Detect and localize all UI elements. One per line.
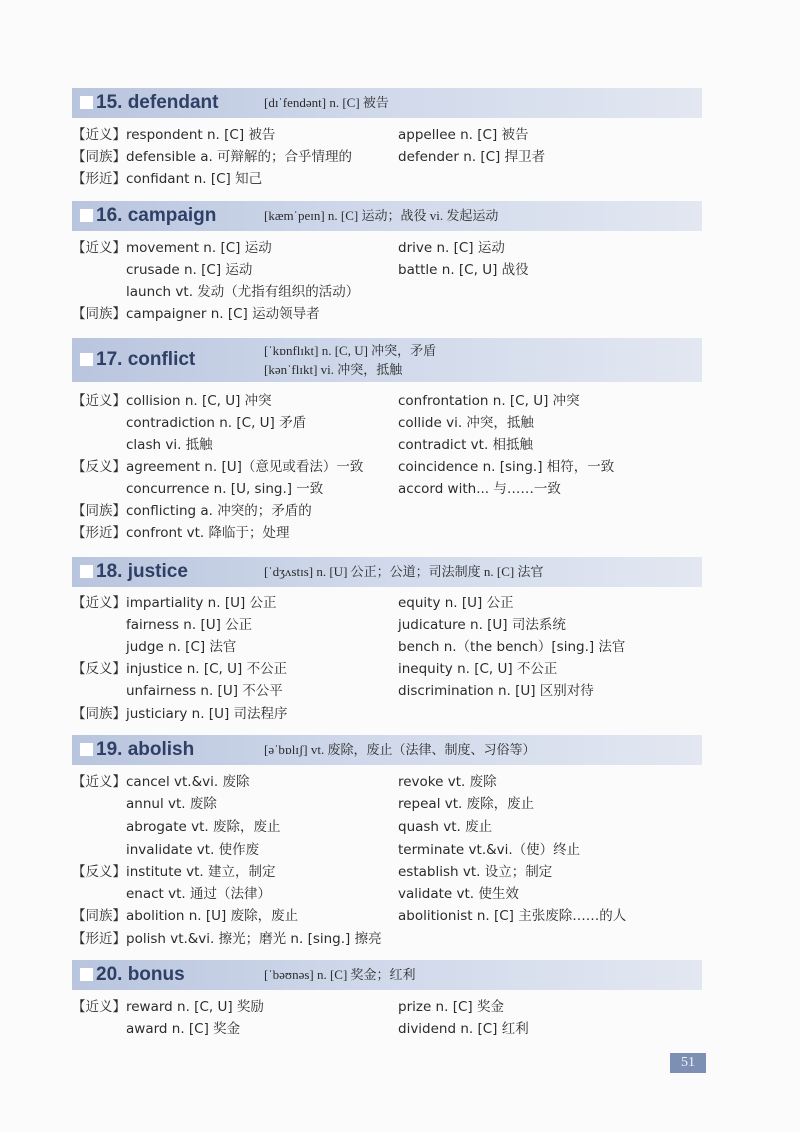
word-left: fairness n. [U] 公正	[126, 617, 253, 633]
relation-row	[72, 861, 712, 883]
word-right: inequity n. [C, U] 不公正	[398, 661, 558, 677]
word-right: validate vt. 使生效	[398, 886, 519, 902]
word-left: enact vt. 通过（法律）	[126, 886, 272, 902]
relation-tag: 【近义】	[72, 595, 126, 611]
word-left: campaigner n. [C] 运动领导者	[126, 306, 320, 322]
relation-row	[72, 636, 712, 658]
relation-tag: 【反义】	[72, 864, 126, 880]
headword: 20. bonus	[96, 964, 185, 985]
word-right: bench n.（the bench）[sing.] 法官	[398, 639, 626, 655]
relation-row	[72, 237, 712, 259]
word-right: collide vi. 冲突，抵触	[398, 415, 534, 431]
word-left: defensible a. 可辩解的；合乎情理的	[126, 149, 353, 165]
word-left: award n. [C] 奖金	[126, 1021, 241, 1037]
word-right: establish vt. 设立；制定	[398, 864, 553, 880]
word-left: institute vt. 建立，制定	[126, 864, 276, 880]
relation-row	[72, 592, 712, 614]
word-left: judge n. [C] 法官	[126, 639, 237, 655]
word-right: defender n. [C] 捍卫者	[398, 149, 546, 165]
relation-row	[72, 434, 712, 456]
relation-tag: 【近义】	[72, 240, 126, 256]
entry-header	[72, 338, 702, 382]
relation-tag: 【同族】	[72, 503, 126, 519]
relation-row	[72, 281, 712, 303]
relation-row	[72, 614, 712, 636]
word-right: confrontation n. [C, U] 冲突	[398, 393, 580, 409]
word-left: concurrence n. [U, sing.] 一致	[126, 481, 324, 497]
word-right: dividend n. [C] 红利	[398, 1021, 529, 1037]
relation-row	[72, 658, 712, 680]
word-left: crusade n. [C] 运动	[126, 262, 253, 278]
word-left: injustice n. [C, U] 不公正	[126, 661, 288, 677]
word-right: drive n. [C] 运动	[398, 240, 505, 256]
word-left: invalidate vt. 使作废	[126, 842, 260, 858]
definition-line: [ˈkɒnflɪkt] n. [C, U] 冲突，矛盾	[264, 343, 437, 358]
relation-tag: 【近义】	[72, 999, 126, 1015]
word-left: agreement n. [U]（意见或看法）一致	[126, 459, 364, 475]
word-left: collision n. [C, U] 冲突	[126, 393, 272, 409]
relation-row	[72, 905, 712, 927]
square-bullet-icon	[80, 968, 93, 981]
entry-header	[72, 201, 702, 231]
word-right: judicature n. [U] 司法系统	[398, 617, 566, 633]
word-right: terminate vt.&vi.（使）终止	[398, 842, 581, 858]
word-left: clash vi. 抵触	[126, 437, 213, 453]
word-right: revoke vt. 废除	[398, 774, 497, 790]
headword: 19. abolish	[96, 739, 195, 760]
headword: 17. conflict	[96, 349, 196, 370]
word-right: appellee n. [C] 被告	[398, 127, 529, 143]
word-left: impartiality n. [U] 公正	[126, 595, 277, 611]
square-bullet-icon	[80, 565, 93, 578]
word-right: prize n. [C] 奖金	[398, 999, 504, 1015]
relation-row	[72, 478, 712, 500]
relation-row	[72, 771, 712, 793]
relation-tag: 【同族】	[72, 908, 126, 924]
relation-row	[72, 522, 712, 544]
definition: [dɪˈfendənt] n. [C] 被告	[264, 95, 389, 110]
relation-row	[72, 456, 712, 478]
word-right: equity n. [U] 公正	[398, 595, 514, 611]
relation-row	[72, 124, 712, 146]
relation-row	[72, 839, 712, 861]
word-right: repeal vt. 废除，废止	[398, 796, 535, 812]
word-left: contradiction n. [C, U] 矛盾	[126, 415, 307, 431]
word-left: unfairness n. [U] 不公平	[126, 683, 283, 699]
relation-row	[72, 1018, 712, 1040]
square-bullet-icon	[80, 209, 93, 222]
entry-header	[72, 88, 702, 118]
definition: [əˈbɒlɪʃ] vt. 废除，废止（法律、制度、习俗等）	[264, 742, 536, 757]
relation-tag: 【形近】	[72, 931, 126, 947]
relation-tag: 【反义】	[72, 459, 126, 475]
relation-row	[72, 168, 712, 190]
definition	[264, 341, 436, 379]
word-left: confidant n. [C] 知己	[126, 171, 263, 187]
word-right: quash vt. 废止	[398, 819, 493, 835]
relation-row	[72, 996, 712, 1018]
word-right: discrimination n. [U] 区别对待	[398, 683, 594, 699]
relation-row	[72, 883, 712, 905]
square-bullet-icon	[80, 743, 93, 756]
definition: [ˈbəʊnəs] n. [C] 奖金；红利	[264, 967, 416, 982]
relation-row	[72, 928, 712, 950]
word-left: launch vt. 发动（尤指有组织的活动）	[126, 284, 360, 300]
word-left: cancel vt.&vi. 废除	[126, 774, 250, 790]
relation-row	[72, 390, 712, 412]
relation-row	[72, 303, 712, 325]
word-left: abrogate vt. 废除，废止	[126, 819, 281, 835]
relation-tag: 【形近】	[72, 171, 126, 187]
word-left: reward n. [C, U] 奖励	[126, 999, 264, 1015]
word-left: polish vt.&vi. 擦光；磨光 n. [sing.] 擦亮	[126, 931, 382, 947]
word-left: justiciary n. [U] 司法程序	[126, 706, 288, 722]
word-right: contradict vt. 相抵触	[398, 437, 534, 453]
relation-row	[72, 680, 712, 702]
relation-tag: 【同族】	[72, 706, 126, 722]
relation-tag: 【同族】	[72, 306, 126, 322]
word-right: battle n. [C, U] 战役	[398, 262, 529, 278]
entry-header	[72, 557, 702, 587]
square-bullet-icon	[80, 353, 93, 366]
relation-row	[72, 793, 712, 815]
word-left: confront vt. 降临于；处理	[126, 525, 290, 541]
relation-tag: 【近义】	[72, 393, 126, 409]
relation-tag: 【近义】	[72, 127, 126, 143]
relation-row	[72, 703, 712, 725]
relation-tag: 【形近】	[72, 525, 126, 541]
headword: 18. justice	[96, 561, 188, 582]
entry-header	[72, 735, 702, 765]
relation-row	[72, 816, 712, 838]
definition: [ˈdʒʌstɪs] n. [U] 公正；公道；司法制度 n. [C] 法官	[264, 564, 544, 579]
entry-header	[72, 960, 702, 990]
relation-tag: 【近义】	[72, 774, 126, 790]
headword: 15. defendant	[96, 92, 219, 113]
page-number: 51	[670, 1053, 706, 1073]
headword: 16. campaign	[96, 205, 217, 226]
relation-row	[72, 259, 712, 281]
relation-row	[72, 146, 712, 168]
word-right: abolitionist n. [C] 主张废除……的人	[398, 908, 627, 924]
word-right: coincidence n. [sing.] 相符，一致	[398, 459, 615, 475]
word-left: conflicting a. 冲突的；矛盾的	[126, 503, 312, 519]
word-left: annul vt. 废除	[126, 796, 217, 812]
relation-row	[72, 412, 712, 434]
word-right: accord with... 与……一致	[398, 481, 561, 497]
word-left: movement n. [C] 运动	[126, 240, 272, 256]
definition-line: [kənˈflɪkt] vi. 冲突，抵触	[264, 362, 403, 377]
relation-tag: 【同族】	[72, 149, 126, 165]
relation-row	[72, 500, 712, 522]
relation-tag: 【反义】	[72, 661, 126, 677]
word-left: respondent n. [C] 被告	[126, 127, 276, 143]
definition: [kæmˈpeɪn] n. [C] 运动；战役 vi. 发起运动	[264, 208, 499, 223]
word-left: abolition n. [U] 废除，废止	[126, 908, 299, 924]
square-bullet-icon	[80, 96, 93, 109]
